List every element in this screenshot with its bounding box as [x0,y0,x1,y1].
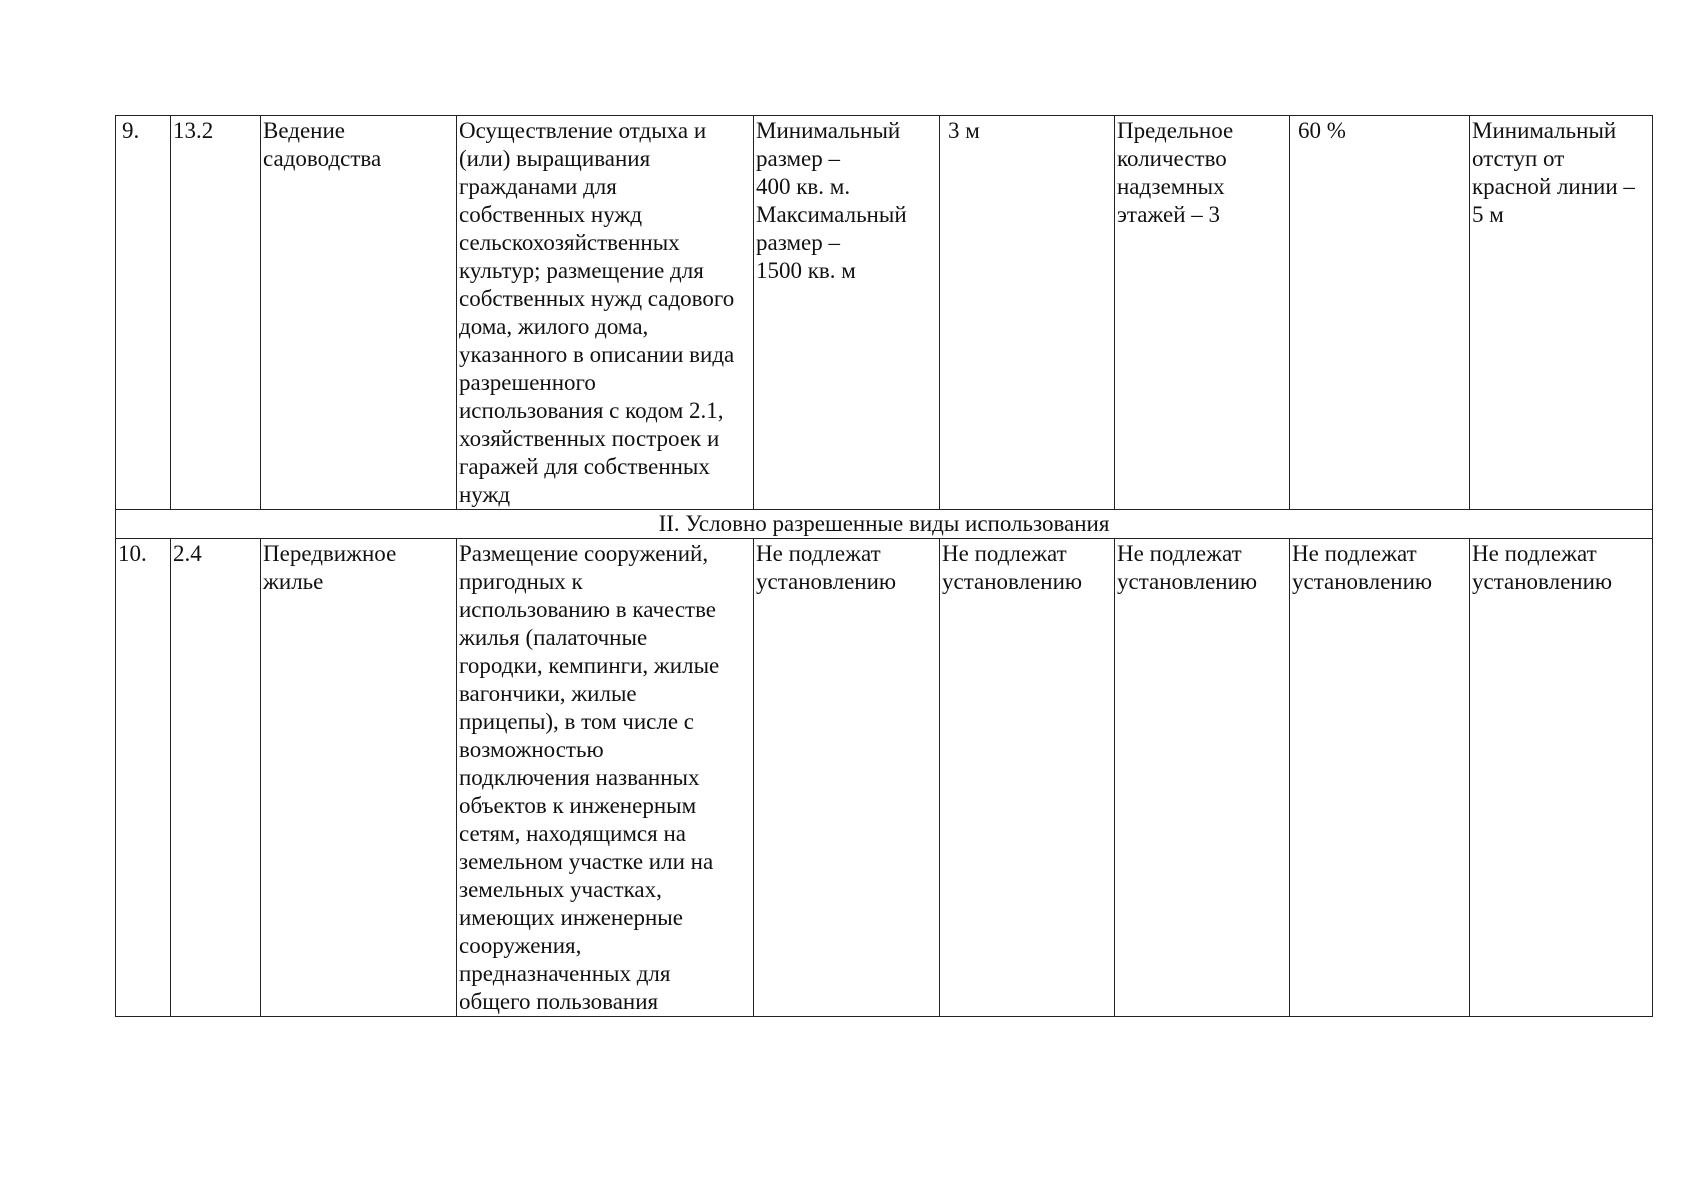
use-name: Ведение садоводства [261,116,457,510]
red-line-setback: Не подлежат установлению [1470,539,1653,1017]
section-header: II. Условно разрешенные виды использования [116,510,1653,539]
table-row [116,539,1653,1017]
setback: Не подлежат установлению [940,539,1115,1017]
use-name: Передвижное жилье [261,539,457,1017]
use-description: Осуществление отдыха и (или) выращивания гражданами для собственных нужд сельскохозяйственных культур; размещение для собственных нужд садового дома, жилого дома, указанного в описании вида разрешенного использования с кодом 2.1, хозяйственных построек и гаражей для собственных нужд [457,116,754,510]
plot-size: Не подлежат установлению [754,539,940,1017]
row-number: 9. [116,116,171,510]
coverage-percent: 60 % [1290,116,1470,510]
table-row [116,116,1653,510]
regulations-table [115,115,1653,1017]
use-code: 2.4 [171,539,261,1017]
setback: 3 м [940,116,1115,510]
use-description: Размещение сооружений, пригодных к использованию в качестве жилья (палаточные городки, кемпинги, жилые вагончики, жилые прицепы), в том числе с возможностью подключения названных объектов к инженерным сетям, находящимся на земельном участке или на земельных участках, имеющих инженерные сооружения, предназначенных для общего пользования [457,539,754,1017]
floors-limit: Предельное количество надземных этажей – 3 [1115,116,1290,510]
row-number: 10. [116,539,171,1017]
floors-limit: Не подлежат установлению [1115,539,1290,1017]
section-header-row [116,510,1653,539]
coverage-percent: Не подлежат установлению [1290,539,1470,1017]
use-code: 13.2 [171,116,261,510]
plot-size: Минимальный размер – 400 кв. м. Максимальный размер – 1500 кв. м [754,116,940,510]
red-line-setback: Минимальный отступ от красной линии – 5 м [1470,116,1653,510]
